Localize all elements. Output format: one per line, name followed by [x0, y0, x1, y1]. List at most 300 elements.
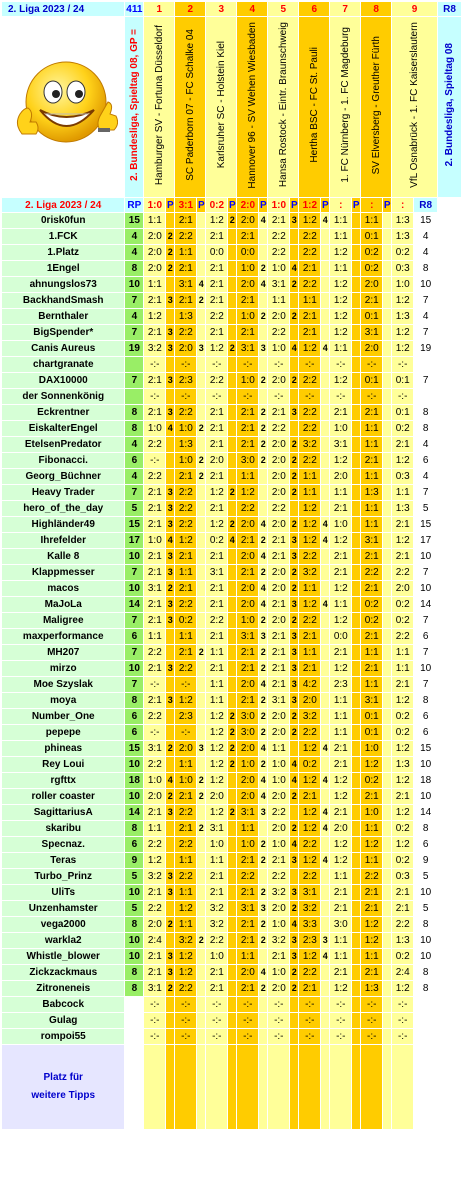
player-r8: 5: [414, 869, 437, 884]
tip-points: 2: [259, 693, 267, 708]
tip-score: 1:1: [330, 341, 351, 356]
tip-points: [352, 885, 360, 900]
tip-score: 2:2: [392, 565, 413, 580]
tip-score: 2:0: [268, 437, 289, 452]
tip-points: [228, 949, 236, 964]
player-r8: 18: [414, 773, 437, 788]
tip-score: 3:1: [361, 533, 382, 548]
p-label-4: P: [259, 199, 267, 211]
tip-score: 1:2: [330, 533, 351, 548]
tip-points: 4: [321, 853, 329, 868]
player-r8: [414, 1013, 437, 1028]
tip-points: [259, 949, 267, 964]
tip-points: [383, 357, 391, 372]
tip-points: [197, 245, 205, 260]
tip-score: 2:1: [237, 421, 258, 436]
tip-score: -:-: [175, 1013, 196, 1028]
table-row: [2, 853, 461, 868]
tip-points: [321, 277, 329, 292]
tip-score: 2:1: [206, 501, 227, 516]
tip-score: 2:1: [175, 469, 196, 484]
tip-points: [197, 613, 205, 628]
tip-points: 3: [259, 629, 267, 644]
tip-points: [321, 245, 329, 260]
player-gp: 7: [125, 613, 143, 628]
tip-points: 3: [166, 805, 174, 820]
tip-score: 2:1: [237, 533, 258, 548]
tip-points: [321, 837, 329, 852]
footer-r8-filler: [414, 1045, 437, 1129]
tip-score: 2:2: [392, 917, 413, 932]
tip-points: [259, 325, 267, 340]
tip-points: [383, 949, 391, 964]
tip-score: 1:1: [299, 293, 320, 308]
tip-score: 2:2: [175, 837, 196, 852]
tip-score: 1:1: [361, 645, 382, 660]
tip-points: [321, 453, 329, 468]
tip-score: 1:1: [206, 677, 227, 692]
player-name: pepepe: [2, 725, 124, 740]
player-name: Kalle 8: [2, 549, 124, 564]
tip-score: 2:0: [144, 917, 165, 932]
player-gp: 6: [125, 837, 143, 852]
table-row: [2, 725, 461, 740]
tip-score: 1:1: [330, 949, 351, 964]
tip-score: 1:2: [206, 741, 227, 756]
tip-points: [228, 229, 236, 244]
tip-points: 4: [166, 773, 174, 788]
tip-score: 3:1: [144, 581, 165, 596]
footer-score-cell: [237, 1045, 258, 1129]
player-name: 1.Platz: [2, 245, 124, 260]
tip-score: 3:2: [299, 901, 320, 916]
tip-score: 0:1: [361, 229, 382, 244]
tip-score: -:-: [237, 389, 258, 404]
tip-score: 2:2: [206, 933, 227, 948]
match-number-3: 3: [206, 2, 236, 16]
tip-score: 3:1: [237, 341, 258, 356]
tip-points: 2: [259, 981, 267, 996]
tip-points: [228, 245, 236, 260]
tip-score: 2:1: [361, 581, 382, 596]
player-gp: [125, 997, 143, 1012]
tip-points: [166, 645, 174, 660]
tip-points: 4: [290, 757, 298, 772]
tip-points: 4: [321, 597, 329, 612]
tip-points: [352, 517, 360, 532]
player-name: rgfttx: [2, 773, 124, 788]
tip-points: [197, 1013, 205, 1028]
tip-score: 2:2: [144, 901, 165, 916]
tip-points: [383, 293, 391, 308]
tip-points: [383, 789, 391, 804]
table-row: [2, 501, 461, 516]
tip-points: [352, 869, 360, 884]
player-r8: 15: [414, 741, 437, 756]
result-9: :: [392, 198, 413, 212]
tip-points: 4: [259, 677, 267, 692]
tip-points: 4: [166, 421, 174, 436]
tip-points: [259, 1013, 267, 1028]
tip-score: 2:0: [144, 261, 165, 276]
tip-points: [228, 309, 236, 324]
tip-points: [321, 709, 329, 724]
tip-points: [228, 853, 236, 868]
tip-points: 2: [290, 965, 298, 980]
player-r8: [414, 389, 437, 404]
tip-points: [290, 421, 298, 436]
tip-points: [197, 581, 205, 596]
tip-points: 3: [166, 341, 174, 356]
tip-score: 1:2: [330, 581, 351, 596]
tip-points: [166, 853, 174, 868]
tip-points: [166, 389, 174, 404]
player-gp: 8: [125, 693, 143, 708]
tip-points: 2: [228, 725, 236, 740]
tip-score: -:-: [330, 389, 351, 404]
footer-score-cell: [330, 1045, 351, 1129]
tip-score: -:-: [299, 1029, 320, 1044]
player-r8: 8: [414, 917, 437, 932]
smiley-thumbs-up-icon: [8, 50, 118, 160]
match-number-7: 7: [330, 2, 360, 16]
tip-score: 3:1: [330, 437, 351, 452]
tip-points: [352, 965, 360, 980]
tip-score: 2:2: [237, 869, 258, 884]
tip-points: [259, 389, 267, 404]
tip-score: 2:0: [206, 453, 227, 468]
player-name: UliTs: [2, 885, 124, 900]
result-1: 1:0: [144, 198, 165, 212]
tip-score: 2:2: [268, 421, 289, 436]
table-row: [2, 789, 461, 804]
tip-points: [259, 229, 267, 244]
player-r8: 7: [414, 485, 437, 500]
tip-score: 2:1: [206, 661, 227, 676]
player-name: Maligree: [2, 613, 124, 628]
player-name: Specnaz.: [2, 837, 124, 852]
tip-score: 3:1: [144, 981, 165, 996]
tip-score: -:-: [299, 1013, 320, 1028]
tip-score: -:-: [330, 357, 351, 372]
player-r8: 15: [414, 517, 437, 532]
tip-points: [290, 805, 298, 820]
tip-points: [383, 501, 391, 516]
tip-points: [197, 325, 205, 340]
tip-points: [228, 1029, 236, 1044]
tip-score: 1:1: [175, 853, 196, 868]
tip-score: -:-: [175, 1029, 196, 1044]
tip-points: [259, 821, 267, 836]
tip-score: 2:0: [268, 613, 289, 628]
tip-score: 2:1: [175, 293, 196, 308]
tip-score: -:-: [144, 1029, 165, 1044]
tip-points: [352, 693, 360, 708]
player-r8: [414, 357, 437, 372]
p-label-1: P: [166, 199, 174, 211]
tip-points: [321, 549, 329, 564]
tip-points: [290, 501, 298, 516]
tip-score: -:-: [144, 997, 165, 1012]
tip-score: 0:2: [361, 245, 382, 260]
table-row: [2, 709, 461, 724]
tip-score: 2:1: [237, 229, 258, 244]
tip-score: 0:2: [392, 245, 413, 260]
tip-points: 2: [228, 805, 236, 820]
table-row: [2, 613, 461, 628]
player-gp: 15: [125, 213, 143, 228]
tip-score: 3:1: [299, 885, 320, 900]
tip-points: [352, 341, 360, 356]
tip-score: 1:3: [392, 757, 413, 772]
tip-score: 1:2: [330, 373, 351, 388]
tip-score: 2:1: [175, 581, 196, 596]
tip-points: [290, 997, 298, 1012]
player-gp: 8: [125, 261, 143, 276]
tip-points: [166, 453, 174, 468]
tip-score: 1:2: [299, 213, 320, 228]
tip-score: 3:1: [237, 629, 258, 644]
tip-score: 2:2: [268, 229, 289, 244]
tip-points: [352, 789, 360, 804]
tip-score: 2:2: [175, 405, 196, 420]
result-7: :: [330, 198, 351, 212]
tip-points: [383, 469, 391, 484]
player-gp: 5: [125, 869, 143, 884]
tip-points: [228, 453, 236, 468]
tip-score: 1:2: [206, 485, 227, 500]
tip-score: -:-: [392, 997, 413, 1012]
tip-score: 1:1: [299, 645, 320, 660]
tip-score: 2:1: [330, 565, 351, 580]
tip-points: 3: [166, 549, 174, 564]
player-gp: 4: [125, 437, 143, 452]
tip-points: [383, 341, 391, 356]
tip-score: 2:3: [175, 373, 196, 388]
tip-points: [197, 549, 205, 564]
tip-score: 2:2: [299, 277, 320, 292]
tip-score: 1:2: [361, 917, 382, 932]
tip-points: [259, 357, 267, 372]
tip-score: 1:2: [330, 309, 351, 324]
p-label-8: P: [383, 199, 391, 211]
tip-points: [197, 725, 205, 740]
tip-score: 1:1: [237, 469, 258, 484]
tip-points: [321, 405, 329, 420]
tip-points: [228, 837, 236, 852]
tip-points: [383, 1013, 391, 1028]
tip-score: 1:1: [237, 821, 258, 836]
tip-points: [166, 933, 174, 948]
tip-score: 2:0: [268, 981, 289, 996]
tip-points: [352, 277, 360, 292]
match-number-8: 8: [361, 2, 391, 16]
tip-points: [290, 245, 298, 260]
tip-points: 4: [290, 917, 298, 932]
tip-points: 2: [290, 901, 298, 916]
tip-points: [352, 981, 360, 996]
tip-score: 0:2: [206, 533, 227, 548]
tip-points: [259, 469, 267, 484]
tip-points: [290, 357, 298, 372]
tip-score: 1:2: [392, 741, 413, 756]
tip-score: 2:1: [144, 661, 165, 676]
tip-score: -:-: [206, 1029, 227, 1044]
player-r8: 10: [414, 277, 437, 292]
player-name: 1Engel: [2, 261, 124, 276]
tip-score: 0:2: [392, 597, 413, 612]
tip-score: -:-: [206, 1013, 227, 1028]
tip-points: [383, 853, 391, 868]
tip-score: 1:1: [144, 629, 165, 644]
tip-points: 2: [259, 405, 267, 420]
footer-points-cell: [352, 1045, 360, 1129]
tip-score: 1:2: [330, 453, 351, 468]
tip-score: 1:2: [299, 805, 320, 820]
tip-score: 1:0: [361, 741, 382, 756]
tip-score: 2:1: [206, 581, 227, 596]
tip-points: [352, 549, 360, 564]
tip-score: 2:2: [299, 229, 320, 244]
tip-score: 2:1: [206, 629, 227, 644]
tip-points: 2: [197, 933, 205, 948]
tip-points: 2: [228, 709, 236, 724]
tip-points: 3: [197, 741, 205, 756]
tip-points: [352, 949, 360, 964]
tip-score: 1:0: [268, 757, 289, 772]
tip-score: 3:2: [144, 869, 165, 884]
match-label-2: SC Paderborn 07 - FC Schalke 04: [175, 17, 205, 197]
tip-score: 2:0: [237, 517, 258, 532]
tip-points: [352, 709, 360, 724]
tip-points: [352, 453, 360, 468]
tip-score: 2:2: [144, 709, 165, 724]
tip-points: 4: [259, 965, 267, 980]
tip-score: 1:2: [206, 517, 227, 532]
tip-score: 2:1: [175, 213, 196, 228]
player-gp: 10: [125, 661, 143, 676]
tip-score: 1:1: [144, 821, 165, 836]
tip-points: [352, 309, 360, 324]
tip-points: 2: [228, 741, 236, 756]
tip-score: -:-: [361, 357, 382, 372]
tip-score: 2:1: [175, 549, 196, 564]
tip-score: 2:1: [144, 885, 165, 900]
tip-score: 2:2: [299, 869, 320, 884]
tip-score: -:-: [299, 357, 320, 372]
tip-points: 2: [197, 645, 205, 660]
player-gp: [125, 357, 143, 372]
tip-score: 1:1: [206, 853, 227, 868]
player-r8: 10: [414, 933, 437, 948]
tip-score: 0:2: [392, 853, 413, 868]
tip-score: 2:1: [206, 597, 227, 612]
tip-score: 1:2: [299, 533, 320, 548]
tip-score: 1:1: [361, 469, 382, 484]
tip-points: [228, 677, 236, 692]
player-r8: 14: [414, 805, 437, 820]
tip-score: 2:1: [299, 629, 320, 644]
tip-score: 1:0: [268, 341, 289, 356]
player-name: Zitroneneis: [2, 981, 124, 996]
player-gp: 6: [125, 725, 143, 740]
tip-score: 1:0: [237, 757, 258, 772]
tip-score: 2:0: [268, 373, 289, 388]
tip-score: 2:3: [299, 933, 320, 948]
tip-score: 2:0: [268, 789, 289, 804]
tip-points: [228, 821, 236, 836]
tip-points: [321, 629, 329, 644]
tip-points: [383, 725, 391, 740]
tip-points: 4: [166, 533, 174, 548]
table-row: [2, 549, 461, 564]
tip-score: 2:1: [392, 677, 413, 692]
table-row: [2, 293, 461, 308]
tip-points: [290, 741, 298, 756]
table-row: [2, 821, 461, 836]
table-row: [2, 981, 461, 996]
tip-score: -:-: [330, 997, 351, 1012]
tip-points: [352, 533, 360, 548]
tip-points: 3: [166, 325, 174, 340]
tip-score: 1:0: [175, 453, 196, 468]
tip-points: [197, 757, 205, 772]
tip-points: [383, 677, 391, 692]
tip-points: [290, 1029, 298, 1044]
player-gp: 9: [125, 853, 143, 868]
tip-score: 2:0: [237, 597, 258, 612]
tip-points: 4: [321, 517, 329, 532]
tip-points: [228, 261, 236, 276]
tip-points: [352, 421, 360, 436]
table-row: [2, 277, 461, 292]
tip-score: 2:0: [237, 213, 258, 228]
tip-score: 2:1: [144, 501, 165, 516]
tip-points: 3: [166, 485, 174, 500]
tip-score: 2:0: [237, 741, 258, 756]
player-gp: 10: [125, 581, 143, 596]
player-name: EiskalterEngel: [2, 421, 124, 436]
tip-score: 2:1: [330, 501, 351, 516]
tip-score: 2:1: [237, 981, 258, 996]
tip-score: 2:1: [330, 901, 351, 916]
tip-points: 3: [290, 949, 298, 964]
tip-score: 1:0: [237, 309, 258, 324]
tip-score: 2:0: [268, 517, 289, 532]
tip-points: [228, 869, 236, 884]
tip-score: -:-: [392, 389, 413, 404]
footer-line-2: weitere Tipps: [31, 1090, 96, 1101]
tip-points: [197, 229, 205, 244]
tip-score: -:-: [144, 389, 165, 404]
tip-score: 1:1: [268, 293, 289, 308]
tip-points: [166, 469, 174, 484]
footer-score-cell: [268, 1045, 289, 1129]
player-name: Teras: [2, 853, 124, 868]
player-gp: 6: [125, 709, 143, 724]
tip-score: 1:2: [330, 773, 351, 788]
tip-score: 0:1: [361, 709, 382, 724]
tip-score: 1:2: [392, 981, 413, 996]
tip-score: 1:2: [299, 597, 320, 612]
tip-points: [197, 1029, 205, 1044]
tip-points: [166, 1029, 174, 1044]
tip-score: 2:1: [361, 901, 382, 916]
tip-points: 4: [321, 533, 329, 548]
tip-points: [166, 837, 174, 852]
footer-points-cell: [166, 1045, 174, 1129]
match-label-9: VfL Osnabrück - 1. FC Kaiserslautern: [392, 17, 437, 197]
